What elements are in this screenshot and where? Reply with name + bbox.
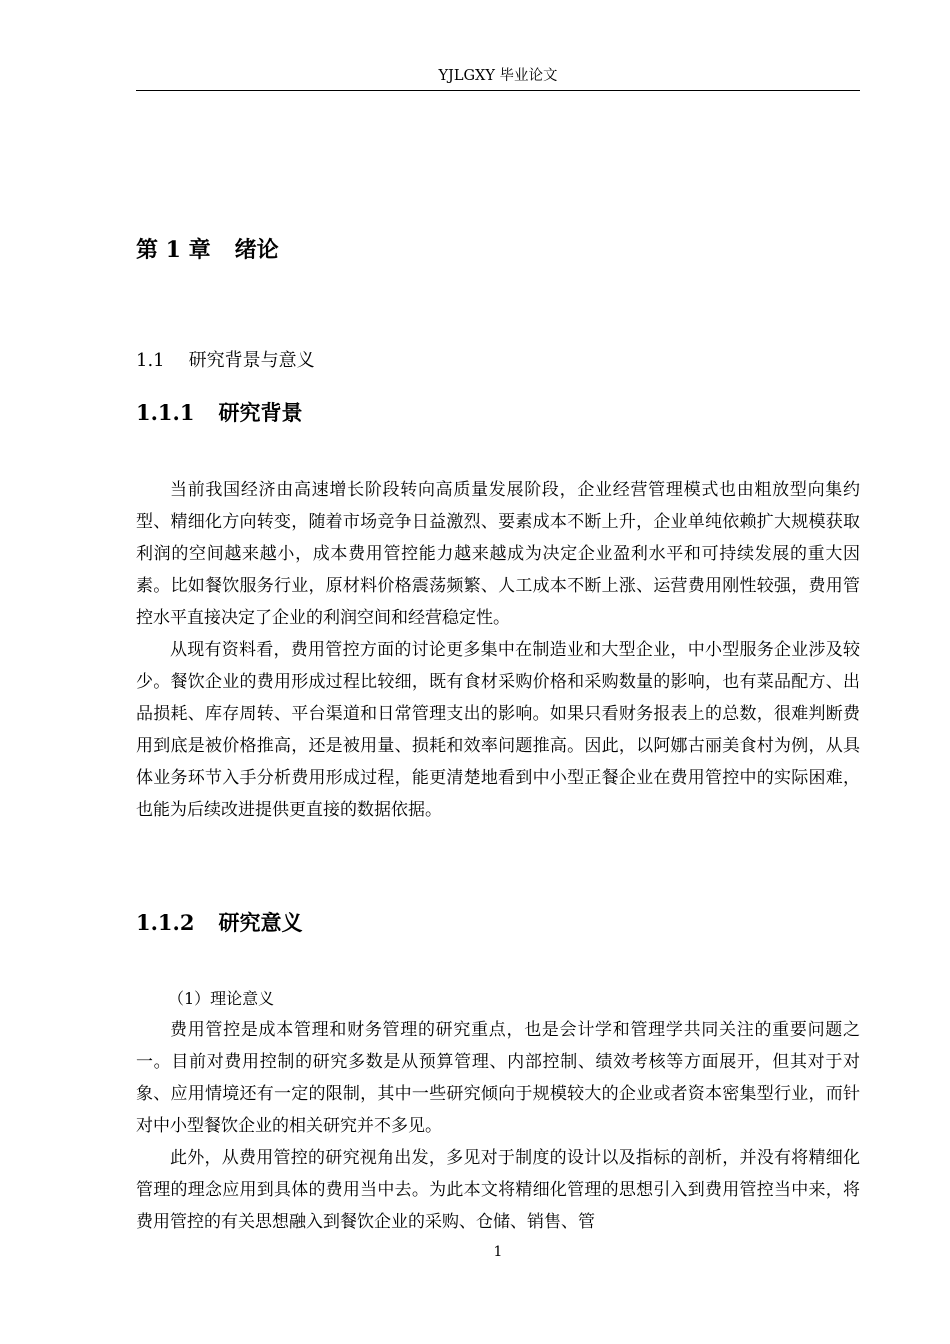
subsection-title-1-1-1 (136, 398, 302, 428)
section-title-text: 研究背景与意义 (188, 350, 315, 371)
body-paragraph: 此外，从费用管控的研究视角出发，多见对于制度的设计以及指标的剖析，并没有将精细化管理的理念应用到具体的费用当中去。为此本文将精细化管理的思想引入到费用管控当中来，将费用管控的有关思想融入到餐饮企业的采购、仓储、销售、管 (136, 1148, 860, 1232)
subsection-number: 1.1.2 (136, 910, 195, 935)
header-rule (136, 90, 860, 91)
subsection-number: 1.1.1 (136, 400, 195, 425)
subsection-title-text: 研究背景 (218, 400, 303, 425)
chapter-number: 第 1 章 (136, 237, 211, 263)
body-paragraph: 费用管控是成本管理和财务管理的研究重点，也是会计学和管理学共同关注的重要问题之一。目前对费用控制的研究多数是从预算管理、内部控制、绩效考核等方面展开，但其对于对象、应用情境还有一定的限制，其中一些研究倾向于规模较大的企业或者资本密集型行业，而针对中小型餐饮企业的相关研究并不多见。 (136, 1020, 860, 1136)
theory-significance-label: （1）理论意义 (168, 989, 275, 1008)
subsection-title-1-1-2 (136, 908, 302, 938)
body-paragraph: 当前我国经济由高速增长阶段转向高质量发展阶段，企业经营管理模式也由粗放型向集约型、精细化方向转变，随着市场竞争日益激烈、要素成本不断上升，企业单纯依赖扩大规模获取利润的空间越来越小，成本费用管控能力越来越成为决定企业盈利水平和可持续发展的重大因素。比如餐饮服务行业，原材料价格震荡频繁、人工成本不断上涨、运营费用刚性较强，费用管控水平直接决定了企业的利润空间和经营稳定性。 (136, 480, 860, 628)
chapter-title (136, 234, 279, 266)
page-number: 1 (493, 1244, 503, 1260)
significance-body (136, 1014, 860, 1238)
section-number: 1.1 (136, 350, 165, 371)
background-body (136, 474, 860, 826)
section-title-1-1 (136, 348, 315, 374)
running-header: YJLGXY 毕业论文 (438, 68, 558, 84)
body-paragraph: 从现有资料看，费用管控方面的讨论更多集中在制造业和大型企业，中小型服务企业涉及较少。餐饮企业的费用形成过程比较细，既有食材采购价格和采购数量的影响，也有菜品配方、出品损耗、库存周转、平台渠道和日常管理支出的影响。如果只看财务报表上的总数，很难判断费用到底是被价格推高，还是被用量、损耗和效率问题推高。因此，以阿娜古丽美食村为例，从具体业务环节入手分析费用形成过程，能更清楚地看到中小型正餐企业在费用管控中的实际困难，也能为后续改进提供更直接的数据依据。 (136, 640, 860, 820)
subsection-title-text: 研究意义 (218, 910, 303, 935)
chapter-title-text: 绪论 (234, 237, 279, 263)
